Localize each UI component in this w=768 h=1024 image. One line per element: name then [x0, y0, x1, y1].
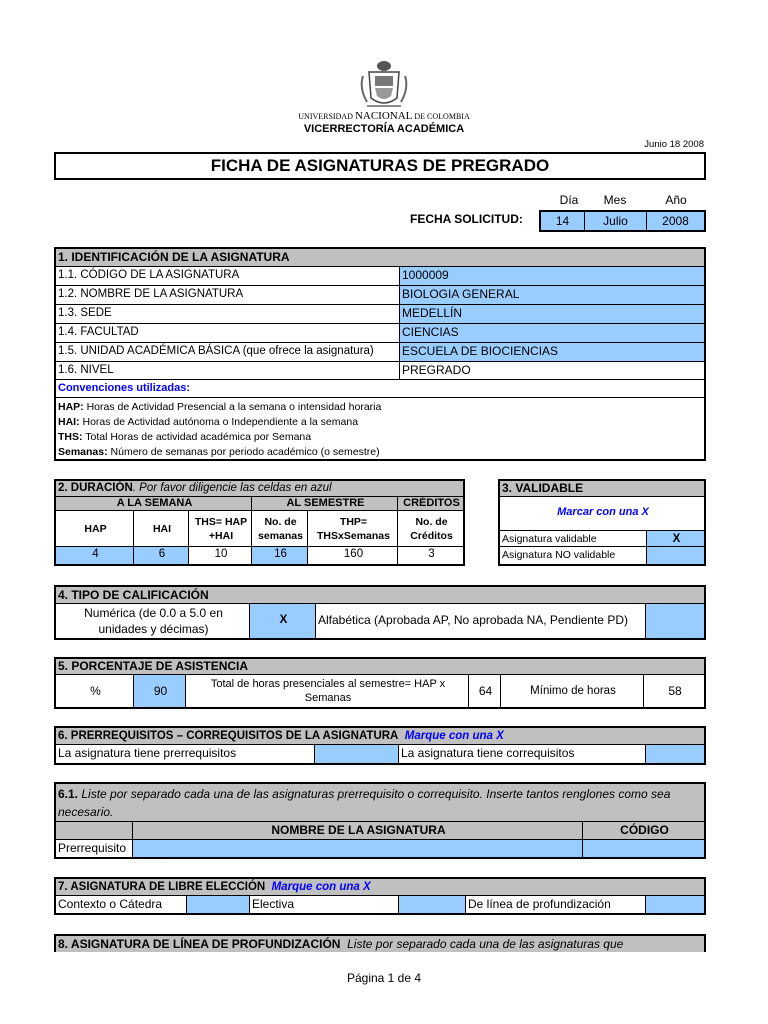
year-label: Año — [665, 193, 687, 207]
document-date: Junio 18 2008 — [644, 139, 704, 150]
desc-hai: Horas de Actividad autónoma o Independiente a la semana — [79, 416, 359, 428]
col-course-name: NOMBRE DE LA ASIGNATURA — [133, 822, 583, 840]
hai-value[interactable]: 6 — [134, 547, 189, 564]
request-month[interactable]: Julio — [585, 212, 647, 230]
section-8-note: Liste por separado cada una de las asignaturas que — [347, 937, 624, 951]
value-course-name[interactable]: BIOLOGIA GENERAL — [400, 286, 704, 305]
validable-no-label: Asignatura NO validable — [500, 547, 647, 564]
label-campus: 1.3. SEDE — [56, 305, 400, 324]
grading-numeric-mark[interactable]: X — [250, 604, 316, 638]
convention-hap — [58, 400, 698, 415]
conventions-title: Convenciones utilizadas: — [56, 380, 704, 398]
convention-weeks — [58, 445, 698, 460]
section-6-title — [56, 728, 704, 745]
validable-yes-mark[interactable]: X — [647, 530, 704, 547]
attendance-min-label: Mínimo de horas — [501, 675, 644, 707]
request-year[interactable]: 2008 — [647, 212, 704, 230]
numeric-line1: Numérica (de 0.0 a 5.0 en — [84, 606, 223, 620]
section-duration — [54, 479, 465, 566]
request-date-box — [539, 210, 706, 232]
col-credits — [398, 511, 463, 547]
section-prerequisites — [54, 726, 706, 765]
free-choice-elective-label: Electiva — [250, 896, 399, 913]
office-name: VICERRECTORÍA ACADÉMICA — [303, 123, 465, 135]
section-4-title: 4. TIPO DE CALIFICACIÓN — [56, 587, 704, 604]
section-3-title: 3. VALIDABLE — [500, 481, 704, 497]
attendance-pct-value[interactable]: 90 — [134, 675, 186, 707]
coreq-label: La asignatura tiene correquisitos — [399, 745, 646, 763]
total-label-line1: Total de horas presenciales al semestre= HAP x — [210, 678, 446, 690]
grading-alpha-label: Alfabética (Aprobada AP, No aprobada NA, Pendiente PD) — [316, 604, 646, 638]
free-choice-elective-mark[interactable] — [399, 896, 466, 913]
section-8-title-text: 8. ASIGNATURA DE LÍNEA DE PROFUNDIZACIÓN — [58, 937, 341, 951]
col-hai-text: HAI — [152, 523, 172, 535]
free-choice-context-label: Contexto o Cátedra — [56, 896, 187, 913]
section-identification — [54, 247, 706, 461]
attendance-min-value: 58 — [668, 684, 682, 698]
requisite-corner — [56, 822, 133, 840]
col-thp-line1: THP= — [339, 516, 368, 528]
label-level: 1.6. NIVEL — [56, 362, 400, 380]
university-suffix: DE COLOMBIA — [414, 112, 470, 121]
value-course-code[interactable]: 1000009 — [400, 267, 704, 286]
section-6-1-text-line2: necesario. — [58, 805, 114, 819]
group-semester: AL SEMESTRE — [252, 497, 398, 511]
hap-value[interactable]: 4 — [56, 547, 134, 564]
section-2-title — [56, 481, 463, 497]
section-7-title-text: 7. ASIGNATURA DE LIBRE ELECCIÓN — [58, 881, 266, 893]
col-weeks-line2: semanas — [258, 530, 303, 542]
prereq-row-code[interactable] — [583, 840, 704, 857]
university-name-main: NACIONAL — [354, 110, 413, 122]
request-day[interactable]: 14 — [541, 212, 585, 230]
coreq-mark[interactable] — [646, 745, 704, 763]
university-crest-icon — [357, 58, 411, 112]
thp-value: 160 — [308, 547, 398, 564]
total-label-line2: Semanas — [304, 692, 352, 704]
abbr-ths: THS: — [58, 431, 83, 443]
section-validable — [498, 479, 706, 566]
col-thp-line2: THSxSemanas — [317, 530, 390, 542]
day-label: Día — [559, 193, 579, 207]
section-1-title: 1. IDENTIFICACIÓN DE LA ASIGNATURA — [56, 249, 704, 267]
request-date-label: FECHA SOLICITUD: — [410, 212, 523, 226]
col-hap — [56, 511, 134, 547]
conventions-list — [58, 400, 698, 460]
attendance-total-label — [186, 675, 469, 707]
desc-weeks: Número de semanas por periodo académico (o semestre) — [107, 446, 380, 458]
col-weeks-line1: No. de — [264, 516, 297, 528]
grading-numeric-label — [56, 604, 250, 638]
ths-value: 10 — [189, 547, 252, 564]
numeric-line2: unidades y décimas) — [98, 622, 209, 636]
desc-hap: Horas de Actividad Presencial a la semana o intensidad horaria — [83, 401, 382, 413]
section-6-1-number: 6.1. — [58, 787, 79, 801]
value-faculty[interactable]: CIENCIAS — [400, 324, 704, 343]
prereq-row-label: Prerrequisito — [56, 840, 133, 857]
grading-alpha-mark[interactable] — [646, 604, 704, 638]
validable-no-mark[interactable] — [647, 547, 704, 564]
abbr-weeks: Semanas: — [58, 446, 108, 458]
credits-value: 3 — [428, 548, 435, 560]
abbr-hap: HAP: — [58, 401, 84, 413]
label-faculty: 1.4. FACULTAD — [56, 324, 400, 343]
university-name — [284, 110, 484, 123]
section-6-1-text-line1: Liste por separado cada una de las asignaturas prerrequisito o correquisito. Inserte tantos renglones como sea — [78, 787, 671, 801]
section-8-title — [58, 936, 623, 952]
section-5-title: 5. PORCENTAJE DE ASISTENCIA — [56, 659, 704, 675]
university-logo — [357, 58, 411, 112]
col-thp — [308, 511, 398, 547]
col-ths-line1: THS= HAP — [194, 516, 248, 528]
col-ths-line2: +HAI — [208, 530, 234, 542]
prereq-label: La asignatura tiene prerrequisitos — [56, 745, 315, 763]
validable-instruction: Marcar con una X — [557, 506, 649, 518]
section-6-instruction: Marque con una X — [404, 730, 504, 742]
free-choice-depth-label: De línea de profundización — [466, 896, 646, 913]
section-6-1-text — [56, 784, 704, 822]
col-hap-text: HAP — [84, 523, 107, 535]
section-free-choice — [54, 877, 706, 915]
section-grading — [54, 585, 706, 640]
col-weeks — [252, 511, 308, 547]
col-course-code: CÓDIGO — [583, 822, 704, 840]
section-7-instruction: Marque con una X — [271, 881, 371, 893]
validable-yes-label: Asignatura validable — [500, 530, 647, 547]
section-2-note: . Por favor diligencie las celdas en azul — [132, 482, 332, 494]
section-6-title-text: 6. PRERREQUISITOS – CORREQUISITOS DE LA ASIGNATURA — [58, 730, 399, 742]
section-2-title-text: 2. DURACIÓN — [58, 482, 133, 494]
label-course-code: 1.1. CÓDIGO DE LA ASIGNATURA — [56, 267, 400, 286]
col-credits-line1: No. de — [415, 516, 448, 528]
col-hai — [134, 511, 189, 547]
attendance-pct-symbol: % — [56, 675, 134, 707]
weeks-value[interactable]: 16 — [252, 547, 308, 564]
value-level[interactable]: PREGRADO — [400, 362, 704, 380]
section-7-title — [56, 879, 704, 896]
label-course-name: 1.2. NOMBRE DE LA ASIGNATURA — [56, 286, 400, 305]
free-choice-context-mark[interactable] — [187, 896, 250, 913]
prereq-mark[interactable] — [315, 745, 399, 763]
free-choice-depth-mark[interactable] — [646, 896, 704, 913]
page-title: FICHA DE ASIGNATURAS DE PREGRADO — [54, 152, 706, 180]
label-unit: 1.5. UNIDAD ACADÉMICA BÁSICA (que ofrece la asignatura) — [56, 343, 400, 362]
university-prefix: UNIVERSIDAD — [298, 112, 353, 121]
attendance-total-value: 64 — [469, 675, 501, 707]
month-label: Mes — [603, 193, 627, 207]
abbr-hai: HAI: — [58, 416, 80, 428]
desc-ths: Total Horas de actividad académica por Semana — [82, 431, 312, 443]
value-unit[interactable]: ESCUELA DE BIOCIENCIAS — [400, 343, 704, 362]
section-attendance — [54, 657, 706, 709]
prereq-row-name[interactable] — [133, 840, 583, 857]
value-campus[interactable]: MEDELLÍN — [400, 305, 704, 324]
col-credits-line2: Créditos — [410, 530, 453, 542]
section-depth-line — [54, 934, 706, 952]
convention-hai — [58, 415, 698, 430]
page-number: Página 1 de 4 — [346, 971, 422, 985]
convention-ths — [58, 430, 698, 445]
section-requisite-list — [54, 782, 706, 859]
col-ths — [189, 511, 252, 547]
group-credits: CRÉDITOS — [398, 497, 463, 511]
group-week: A LA SEMANA — [56, 497, 252, 511]
